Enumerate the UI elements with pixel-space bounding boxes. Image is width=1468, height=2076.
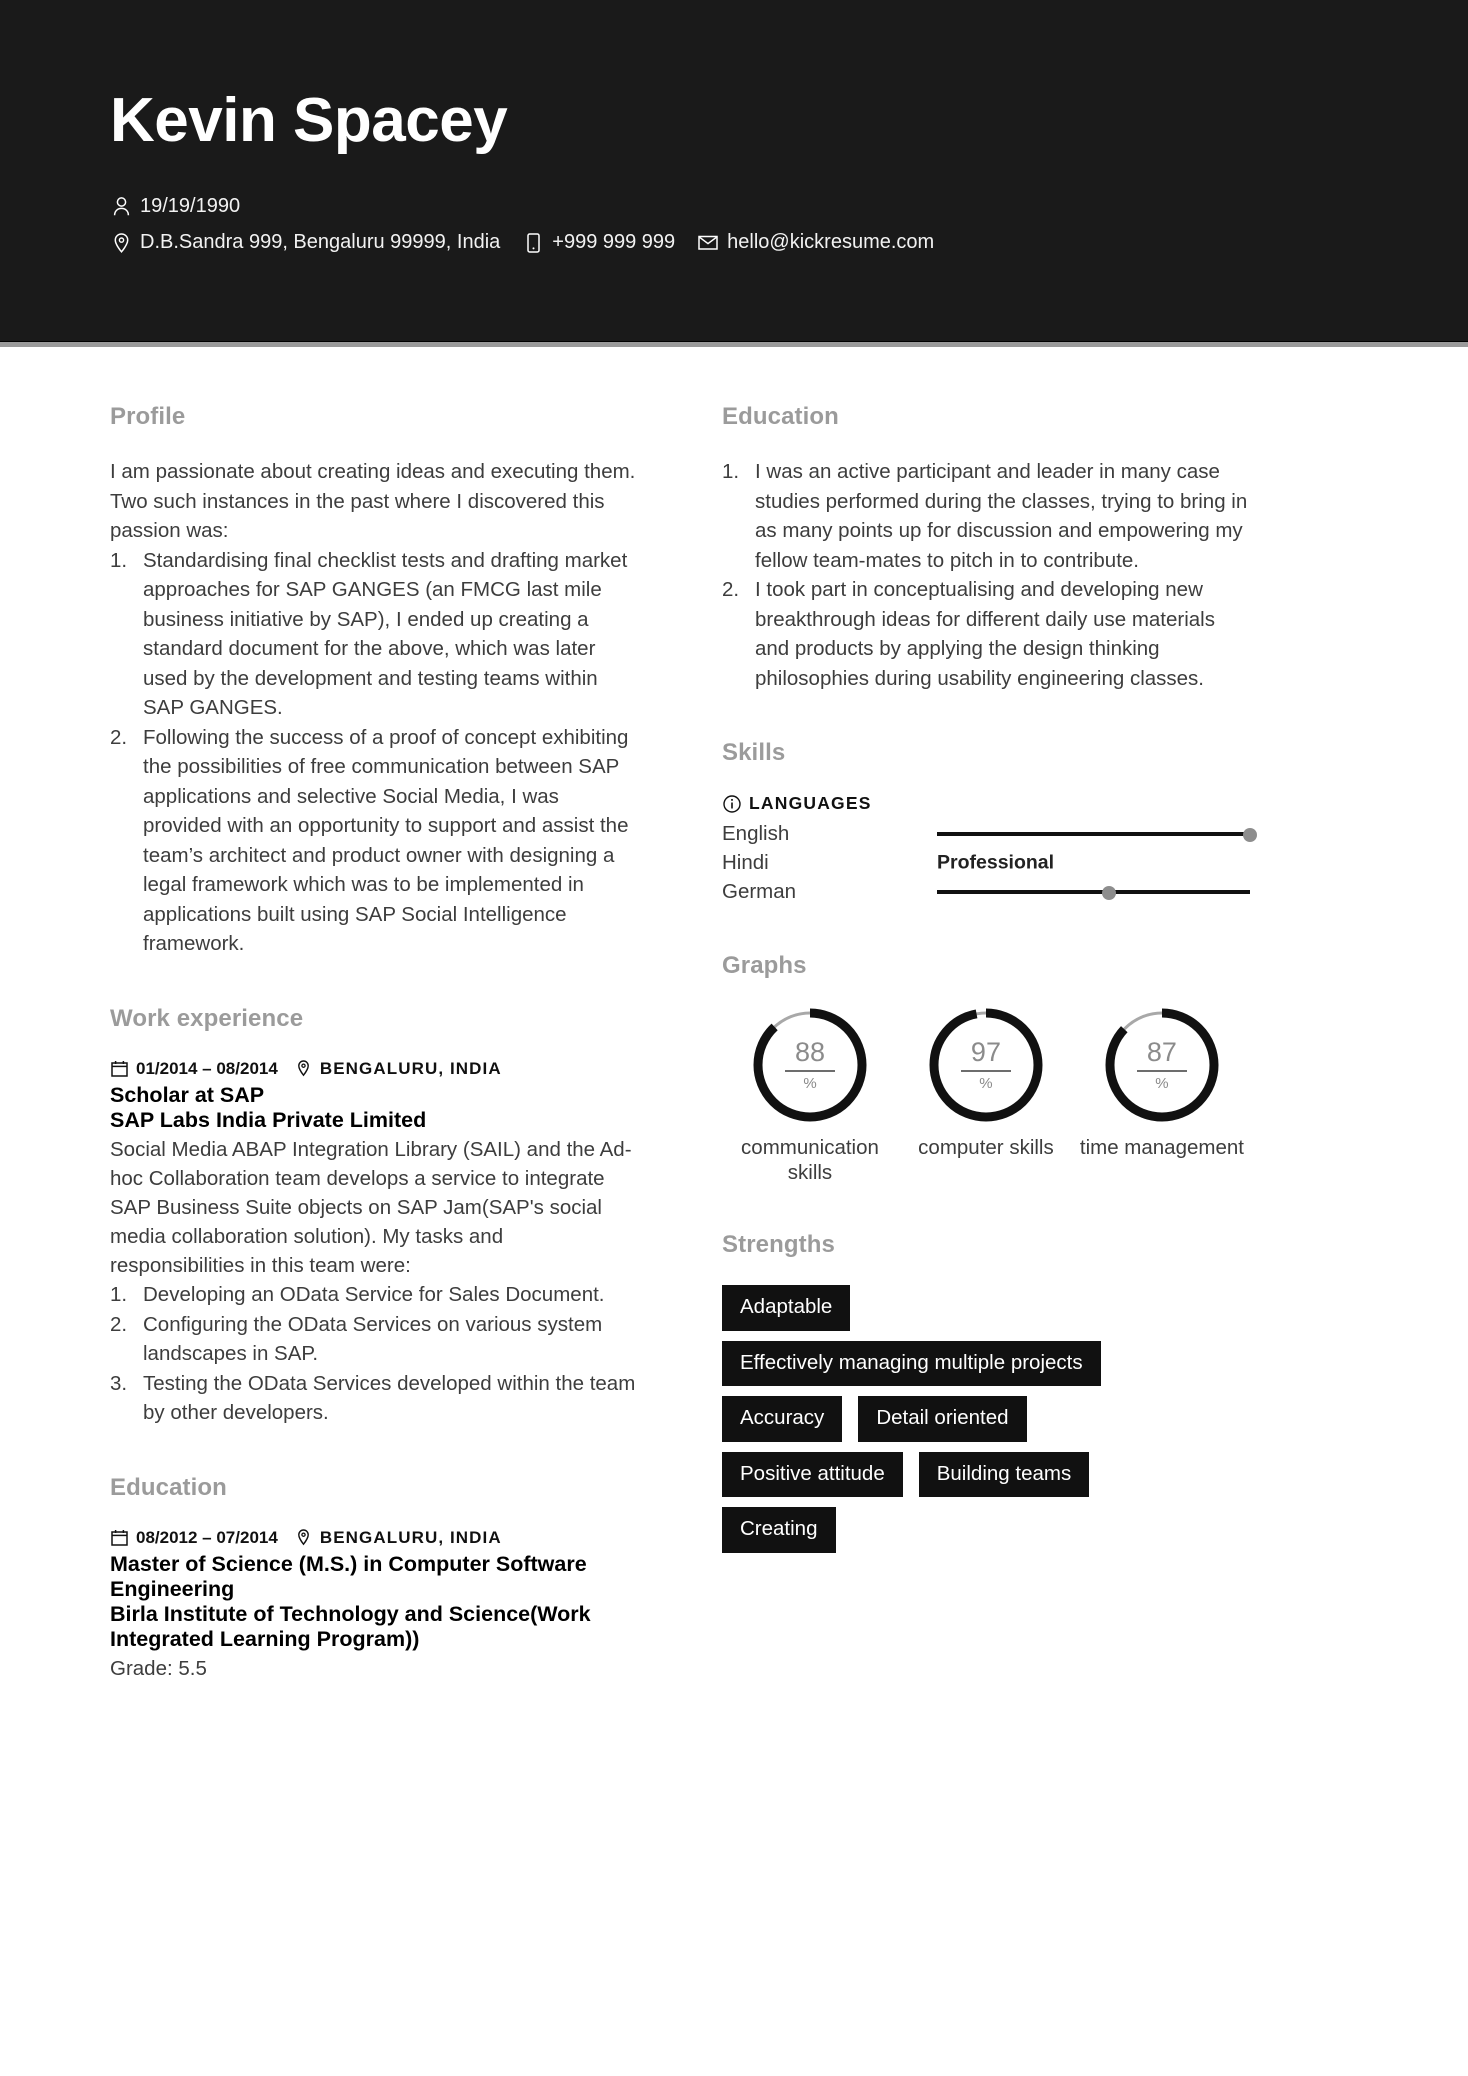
contact-phone xyxy=(522,227,675,258)
strength-tag[interactable]: Effectively managing multiple projects xyxy=(722,1341,1101,1387)
proficiency-slider[interactable] xyxy=(937,886,1250,898)
section-work-experience xyxy=(110,1005,636,1428)
work-description: Social Media ABAP Integration Library (SAIL) and the Ad-hoc Collaboration team develops a service to integrate SAP Business Suite objects on SAP Jam(SAP's social media collaboration solution). My tasks and responsibilities in this team were: xyxy=(110,1137,632,1278)
calendar-icon xyxy=(110,1059,129,1078)
contact-line-birthdate xyxy=(110,191,1358,222)
strength-tag[interactable]: Adaptable xyxy=(722,1285,850,1331)
strength-tag[interactable]: Detail oriented xyxy=(858,1396,1026,1442)
gauge-unit: % xyxy=(803,1075,817,1093)
birthdate-text: 19/19/1990 xyxy=(140,195,241,218)
list-item: I took part in conceptualising and developing new breakthrough ideas for different daily use materials and products by applying the design thinking philosophies during usability engineering classes. xyxy=(755,578,1215,690)
right-column xyxy=(680,403,1250,1729)
language-row-german xyxy=(722,877,1250,906)
list-item: Following the success of a proof of concept exhibiting the possibilities of free communication between SAP applications and selective Social Media, I was provided with an opportunity to support and assist the team’s architect and product owner with designing a legal framework which was to be implemented in applications built using SAP Social Intelligence framework. xyxy=(143,725,629,956)
section-graphs xyxy=(722,952,1250,1185)
contact-block xyxy=(110,191,1358,258)
list-item: Developing an OData Service for Sales Document. xyxy=(143,1283,605,1307)
strengths-heading: Strengths xyxy=(722,1231,835,1259)
profile-list xyxy=(110,546,636,959)
section-strengths xyxy=(722,1231,1250,1553)
strength-tag-row xyxy=(722,1396,1250,1442)
language-name: English xyxy=(722,821,790,845)
envelope-icon xyxy=(697,232,719,254)
location-pin-icon xyxy=(110,232,132,254)
gauge-group xyxy=(722,1006,1250,1185)
work-location xyxy=(294,1059,502,1079)
education-date xyxy=(110,1528,278,1548)
page-title: Kevin Spacey xyxy=(110,86,508,155)
education-degree: Master of Science (M.S.) in Computer Software Engineering xyxy=(110,1551,587,1601)
resume-header xyxy=(0,0,1468,341)
language-row-english xyxy=(722,819,1250,848)
education-entry-meta xyxy=(110,1528,636,1548)
contact-email xyxy=(697,227,934,258)
phone-icon xyxy=(522,232,544,254)
language-name: German xyxy=(722,879,797,903)
gauge-unit: % xyxy=(979,1075,993,1093)
left-column xyxy=(110,403,680,1729)
section-education-left xyxy=(110,1474,636,1683)
strength-tag-list xyxy=(722,1285,1250,1553)
donut-chart xyxy=(751,1006,869,1124)
list-item: Testing the OData Services developed within the team by other developers. xyxy=(143,1371,636,1425)
profile-intro: I am passionate about creating ideas and executing them. Two such instances in the past where I discovered this passion was: xyxy=(110,460,636,543)
email-text: hello@kickresume.com xyxy=(727,231,935,254)
section-education-right xyxy=(722,403,1250,693)
education-grade: Grade: 5.5 xyxy=(110,1656,207,1680)
work-location-text: BENGALURU, INDIA xyxy=(319,1058,502,1078)
list-item: I was an active participant and leader in many case studies performed during the classes, trying to bring in as many points up for discussion and empowering my fellow team-mates to pitch in to contribute. xyxy=(755,460,1248,572)
list-item: Standardising final checklist tests and drafting market approaches for SAP GANGES (an FMCG last mile business initiative by SAP), I ended up creating a standard document for the above, which was later used by the development and testing teams within SAP GANGES. xyxy=(143,548,628,720)
gauge-unit: % xyxy=(1155,1075,1169,1093)
gauge-value: 88 xyxy=(785,1039,835,1072)
gauge-label: computer skills xyxy=(918,1136,1054,1160)
language-row-hindi xyxy=(722,848,1250,877)
education-date-text: 08/2012 – 07/2014 xyxy=(136,1527,278,1547)
location-pin-icon xyxy=(294,1059,313,1078)
strength-tag[interactable]: Creating xyxy=(722,1507,836,1553)
skill-group-languages xyxy=(722,793,1250,814)
language-level-hindi xyxy=(937,848,1250,877)
contact-line-details xyxy=(110,227,1358,258)
contact-address xyxy=(110,227,500,258)
language-rows xyxy=(722,819,1250,906)
strength-tag-row xyxy=(722,1507,1250,1553)
strength-tag[interactable]: Building teams xyxy=(919,1452,1089,1498)
work-date xyxy=(110,1059,278,1079)
strength-tag-row xyxy=(722,1341,1250,1387)
donut-chart xyxy=(1103,1006,1221,1124)
skill-group-name: LANGUAGES xyxy=(749,793,872,814)
work-task-list xyxy=(110,1280,636,1428)
gauge-label: time management xyxy=(1079,1136,1244,1160)
gauge-communication-skills xyxy=(722,1006,898,1185)
gauge-value: 87 xyxy=(1137,1039,1187,1072)
slider-track xyxy=(937,832,1250,836)
education-heading-right: Education xyxy=(722,403,839,430)
work-company: SAP Labs India Private Limited xyxy=(110,1107,427,1132)
list-item: Configuring the OData Services on various system landscapes in SAP. xyxy=(143,1312,603,1366)
address-text: D.B.Sandra 999, Bengaluru 99999, India xyxy=(140,231,501,254)
info-circle-icon xyxy=(722,794,741,813)
strength-tag[interactable]: Accuracy xyxy=(722,1396,842,1442)
education-list-right xyxy=(722,457,1250,693)
gauge-computer-skills xyxy=(898,1006,1074,1185)
education-location-text: BENGALURU, INDIA xyxy=(319,1527,502,1547)
section-profile xyxy=(110,403,636,959)
slider-knob[interactable] xyxy=(1243,828,1257,842)
strength-tag[interactable]: Positive attitude xyxy=(722,1452,903,1498)
education-school: Birla Institute of Technology and Science(Work Integrated Learning Program)) xyxy=(110,1601,591,1651)
gauge-label: communication skills xyxy=(741,1136,879,1184)
education-location xyxy=(294,1528,502,1548)
education-heading-left: Education xyxy=(110,1473,227,1501)
section-skills xyxy=(722,739,1250,906)
language-name: Hindi xyxy=(722,850,769,874)
gauge-value: 97 xyxy=(961,1039,1011,1072)
resume-body xyxy=(0,347,1468,1729)
work-experience-heading: Work experience xyxy=(110,1004,304,1032)
calendar-icon xyxy=(110,1528,129,1547)
strength-tag-row xyxy=(722,1285,1250,1331)
proficiency-slider[interactable] xyxy=(937,828,1250,840)
profile-heading: Profile xyxy=(110,403,186,430)
contact-birthdate xyxy=(110,191,240,222)
slider-track xyxy=(937,890,1250,894)
language-level-german[interactable] xyxy=(937,877,1250,906)
gauge-time-management xyxy=(1074,1006,1250,1185)
skills-heading: Skills xyxy=(722,739,786,767)
slider-knob[interactable] xyxy=(1102,886,1116,900)
language-level-english[interactable] xyxy=(937,819,1250,848)
location-pin-icon xyxy=(294,1528,313,1547)
donut-chart xyxy=(927,1006,1045,1124)
strength-tag-row xyxy=(722,1452,1250,1498)
graphs-heading: Graphs xyxy=(722,952,807,980)
work-position: Scholar at SAP xyxy=(110,1082,265,1107)
language-level-label: Professional xyxy=(937,851,1055,874)
phone-text: +999 999 999 xyxy=(552,231,676,254)
person-icon xyxy=(110,196,132,218)
work-entry-meta xyxy=(110,1059,636,1079)
work-date-text: 01/2014 – 08/2014 xyxy=(136,1058,278,1078)
